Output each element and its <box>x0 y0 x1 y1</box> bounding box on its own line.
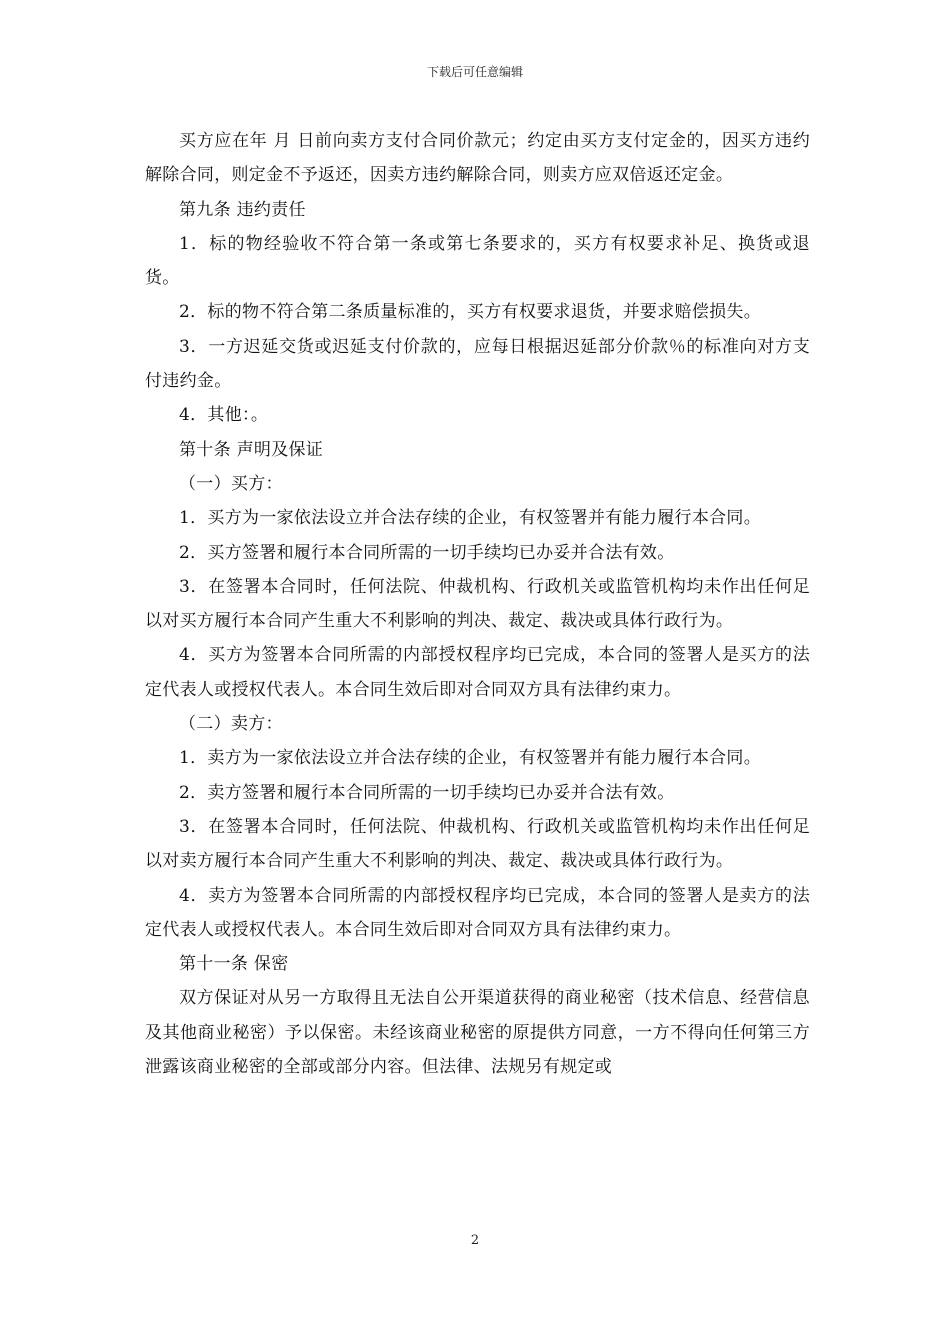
list-item: 1．买方为一家依法设立并合法存续的企业，有权签署并有能力履行本合同。 <box>179 508 762 529</box>
page-number: 2 <box>470 1233 480 1248</box>
list-item: 2．标的物不符合第二条质量标准的，买方有权要求退货，并要求赔偿损失。 <box>179 302 762 323</box>
list-item: 1．标的物经验收不符合第一条或第七条要求的，买方有权要求补足、换货或退货。 <box>145 233 810 289</box>
heading-article-11: 第十一条 保密 <box>179 954 289 975</box>
paragraph-confidentiality: 双方保证对从另一方取得且无法自公开渠道获得的商业秘密（技术信息、经营信息及其他商业秘密）予以保密。未经该商业秘密的原提供方同意，一方不得向任何第三方泄露该商业秘密的全部或部分内容。但法律、法规另有规定或 <box>145 988 810 1078</box>
subheading-buyer: （一）买方： <box>179 473 283 494</box>
list-item: 2．卖方签署和履行本合同所需的一切手续均已办妥并合法有效。 <box>179 782 675 803</box>
list-item: 1．卖方为一家依法设立并合法存续的企业，有权签署并有能力履行本合同。 <box>179 748 762 769</box>
list-item: 4．卖方为签署本合同所需的内部授权程序均已完成，本合同的签署人是卖方的法定代表人或授权代表人。本合同生效后即对合同双方具有法律约束力。 <box>145 885 810 940</box>
heading-article-10: 第十条 声明及保证 <box>179 439 324 460</box>
paragraph-payment-terms: 买方应在年 月 日前向卖方支付合同价款元；约定由买方支付定金的，因买方违约解除合同，则定金不予返还，因卖方违约解除合同，则卖方应双倍返还定金。 <box>145 131 810 186</box>
list-item: 4．买方为签署本合同所需的内部授权程序均已完成，本合同的签署人是买方的法定代表人或授权代表人。本合同生效后即对合同双方具有法律约束力。 <box>145 645 810 700</box>
list-item: 3．在签署本合同时，任何法院、仲裁机构、行政机关或监管机构均未作出任何足以对买方履行本合同产生重大不利影响的判决、裁定、裁决或具体行政行为。 <box>145 576 810 632</box>
list-item: 3．在签署本合同时，任何法院、仲裁机构、行政机关或监管机构均未作出任何足以对卖方履行本合同产生重大不利影响的判决、裁定、裁决或具体行政行为。 <box>145 816 810 872</box>
list-item: 2．买方签署和履行本合同所需的一切手续均已办妥并合法有效。 <box>179 542 675 563</box>
document-body <box>145 124 810 1084</box>
subheading-seller: （二）卖方： <box>179 714 283 735</box>
heading-article-9: 第九条 违约责任 <box>179 199 306 220</box>
list-item: 4．其他：。 <box>179 405 269 426</box>
list-item: 3．一方迟延交货或迟延支付价款的，应每日根据迟延部分价款％的标准向对方支付违约金。 <box>145 336 810 392</box>
page-header: 下载后可任意编辑 <box>426 65 523 79</box>
